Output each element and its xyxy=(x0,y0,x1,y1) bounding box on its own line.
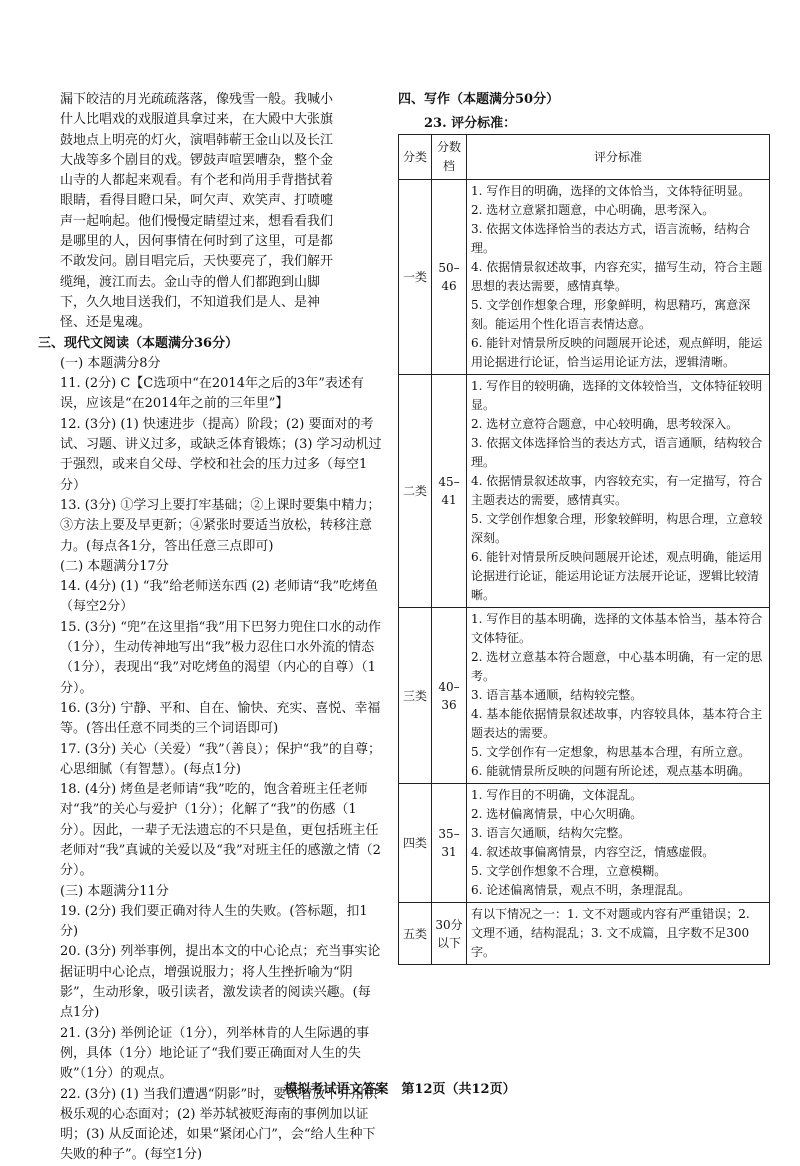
answer-item: 13. (3分) ①学习上要打牢基础；②上课时要集中精力；③方法上要及早更新；④紧张时要适当放松，转移注意力。(每点各1分，答出任意三点即可) xyxy=(60,497,381,554)
level-cell: 四类 xyxy=(399,784,432,903)
answer-item: 20. (3分) 列举事例，提出本文的中心论点；充当事实论据证明中心论点，增强说服力；将人生挫折喻为“阴影”，生动形象，吸引读者，激发读者的阅读兴趣。(每点1分) xyxy=(60,944,381,1021)
criterion-text: 3. 依据文体选择恰当的表达方式，语言通顺，结构较合理。 xyxy=(471,436,763,469)
right-column xyxy=(398,90,770,138)
criterion-text: 2. 选材偏离情景，中心欠明确。 xyxy=(471,807,643,821)
criterion-text: 1. 写作目的较明确，选择的文体较恰当，文体特征较明显。 xyxy=(471,379,763,412)
handwritten-line: 什人比唱戏的戏服道具拿过来，在大殿中大张旗 xyxy=(60,112,334,128)
table-body xyxy=(399,180,770,965)
answer-item: 17. (3分) 关心（关爱）“我”（善良）；保护“我”的自尊；心思细腻（有智慧）。(每点1分) xyxy=(60,741,381,777)
criterion-text: 有以下情况之一：1. 文不对题或内容有严重错误；2. 文理不通，结构混乱；3. 文不成篇，且字数不足300字。 xyxy=(471,907,750,959)
handwritten-line: 缆绳，渡江而去。金山寺的僧人们都跑到山脚 xyxy=(60,274,321,290)
handwritten-line: 山寺的人都起来观看。有个老和尚用手背揩拭着 xyxy=(60,173,334,189)
answer-items xyxy=(30,354,382,1166)
grading-table xyxy=(398,134,770,965)
answer-item: 15. (3分) “兜”在这里指“我”用下巴努力兜住口水的动作（1分），生动传神地写出“我”极力忍住口水外流的情态（1分），表现出“我”对吃烤鱼的渴望（内心的自尊）（1分）。 xyxy=(60,619,381,696)
criterion-text: 3. 依据文体选择恰当的表达方式，语言流畅，结构合理。 xyxy=(471,222,751,255)
subsection-heading: (一) 本题满分8分 xyxy=(60,355,161,371)
level-cell: 三类 xyxy=(399,608,432,784)
header-level: 分类 xyxy=(399,135,432,180)
score-cell: 45–41 xyxy=(432,375,467,608)
handwritten-line: 声一起响起。他们慢慢定睛望过来，想看看我们 xyxy=(60,213,334,229)
handwritten-line: 鼓地点上明亮的灯火，演唱韩蕲王金山以及长江 xyxy=(60,132,334,148)
page-footer: 模拟考试语文答案 第12页（共12页） xyxy=(284,1082,516,1097)
handwritten-translation xyxy=(30,90,382,334)
criterion-text: 6. 能针对情景所反映的问题展开论述，观点鲜明，能运用论据进行论证，恰当运用论证方法，逻辑清晰。 xyxy=(471,336,763,369)
subsection-heading: (二) 本题满分17分 xyxy=(60,558,169,574)
table-row xyxy=(399,903,770,965)
handwritten-line: 是哪里的人，因何事情在何时到了这里，可是都 xyxy=(60,234,334,250)
handwritten-line: 眼睛，看得目瞪口呆，呵欠声、欢笑声、打喷嚏 xyxy=(60,193,334,209)
score-cell: 50–46 xyxy=(432,180,467,375)
criterion-text: 6. 能针对情景所反映问题展开论述，观点明确，能运用论据进行论证，能运用论证方法展开论证，逻辑比较清晰。 xyxy=(471,550,763,602)
criterion-text: 6. 能就情景所反映的问题有所论述，观点基本明确。 xyxy=(471,764,751,778)
level-cell: 一类 xyxy=(399,180,432,375)
criterion-text: 5. 文学创作有一定想象，构思基本合理，有所立意。 xyxy=(471,745,751,759)
handwritten-line: 下，久久地目送我们，不知道我们是人、是神 xyxy=(60,294,321,310)
subsection-heading: (三) 本题满分11分 xyxy=(60,883,169,899)
criterion-text: 3. 语言基本通顺，结构较完整。 xyxy=(471,688,643,702)
criterion-text: 4. 依据情景叙述故事，内容较充实，有一定描写，符合主题表达的需要，感情真实。 xyxy=(471,474,763,507)
criteria-cell xyxy=(467,608,770,784)
score-cell: 40–36 xyxy=(432,608,467,784)
criteria-cell xyxy=(467,375,770,608)
criterion-text: 4. 依据情景叙述故事，内容充实，描写生动，符合主题思想的表达需要，感情真挚。 xyxy=(471,260,763,293)
level-cell: 二类 xyxy=(399,375,432,608)
criteria-cell xyxy=(467,903,770,965)
table-header-row xyxy=(399,135,770,180)
score-cell: 30分以下 xyxy=(432,903,467,965)
criterion-text: 1. 写作目的基本明确，选择的文体基本恰当，基本符合文体特征。 xyxy=(471,612,763,645)
header-score: 分数档 xyxy=(432,135,467,180)
criterion-text: 2. 选材立意符合题意，中心较明确，思考较深入。 xyxy=(471,417,739,431)
answer-item: 18. (4分) 烤鱼是老师请“我”吃的，饱含着班主任老师对“我”的关心与爱护（1分）；化解了“我”的伤感（1分）。因此，一辈子无法遗忘的不只是鱼，更包括班主任老师对“我”真诚的关爱以及“我”对班主任的感激之情（2分）。 xyxy=(60,782,381,879)
criterion-text: 6. 论述偏离情景，观点不明，条理混乱。 xyxy=(471,883,691,897)
level-cell: 五类 xyxy=(399,903,432,965)
table-row xyxy=(399,608,770,784)
handwritten-line: 不敢发问。剧目唱完后，天快要亮了，我们解开 xyxy=(60,254,334,270)
criterion-text: 3. 语言欠通顺，结构欠完整。 xyxy=(471,826,631,840)
table-row xyxy=(399,784,770,903)
criterion-text: 2. 选材立意基本符合题意，中心基本明确，有一定的思考。 xyxy=(471,650,763,683)
section-heading-writing: 四、写作（本题满分50分） xyxy=(398,92,560,107)
answer-item: 12. (3分) (1) 快速进步（提高）阶段；(2) 要面对的考试、习题、讲义过多，或缺乏体育锻炼；(3) 学习动机过于强烈，或来自父母、学校和社会的压力过多（每空1分） xyxy=(60,416,382,493)
criteria-cell xyxy=(467,784,770,903)
criterion-text: 2. 选材立意紧扣题意，中心明确，思考深入。 xyxy=(471,203,715,217)
handwritten-line: 怪、还是鬼魂。 xyxy=(60,315,152,331)
handwritten-line: 大战等多个剧目的戏。锣鼓声喧罢嘈杂，整个金 xyxy=(60,152,334,168)
table-row xyxy=(399,375,770,608)
criterion-text: 4. 基本能依据情景叙述故事，内容较具体，基本符合主题表达的需要。 xyxy=(471,707,763,740)
answer-item: 21. (3分) 举例论证（1分），列举林肯的人生际遇的事例，具体（1分）地论证了“我们要正确面对人生的失败”（1分）的观点。 xyxy=(60,1025,370,1082)
criteria-cell xyxy=(467,180,770,375)
left-column xyxy=(30,90,382,1166)
criterion-text: 4. 叙述故事偏离情景，内容空泛，情感虚假。 xyxy=(471,845,715,859)
handwritten-line: 漏下皎洁的月光疏疏落落，像残雪一般。我喊小 xyxy=(60,92,334,107)
header-criteria: 评分标准 xyxy=(467,135,770,180)
criterion-text: 5. 文学创作想象合理，形象鲜明，构思精巧，寓意深刻。能运用个性化语言表情达意。 xyxy=(471,298,751,331)
answer-item: 22. (3分) (1) 当我们遭遇“阴影”时，要试着放下并用积极乐观的心态面对；(2) 举苏轼被贬海南的事例加以证明；(3) 从反面论述，如果“紧闭心门”，会“给人生种下失败的种子”。(每空1分) xyxy=(60,1086,378,1163)
answer-item: 16. (3分) 宁静、平和、自在、愉快、充实、喜悦、幸福等。(答出任意不同类的三个词语即可) xyxy=(60,700,381,737)
criterion-text: 5. 文学创作想象合理，形象较鲜明，构思合理，立意较深刻。 xyxy=(471,512,763,545)
criterion-text: 1. 写作目的不明确，文体混乱。 xyxy=(471,788,643,802)
table-row xyxy=(399,180,770,375)
grading-subheading: 23. 评分标准： xyxy=(424,116,517,131)
answer-item: 14. (4分) (1) “我”给老师送东西 (2) 老师请“我”吃烤鱼（每空2分） xyxy=(60,579,379,615)
score-cell: 35–31 xyxy=(432,784,467,903)
criterion-text: 5. 文学创作想象不合理，立意模糊。 xyxy=(471,864,667,878)
section-heading-reading: 三、现代文阅读（本题满分36分） xyxy=(38,335,239,351)
answer-item: 11. (2分) C【C选项中“在2014年之后的3年”表述有误，应该是“在2014年之前的三年里”】 xyxy=(60,376,364,412)
criterion-text: 1. 写作目的明确，选择的文体恰当，文体特征明显。 xyxy=(471,184,751,198)
answer-item: 19. (2分) 我们要正确对待人生的失败。(答标题，扣1分) xyxy=(60,903,368,940)
